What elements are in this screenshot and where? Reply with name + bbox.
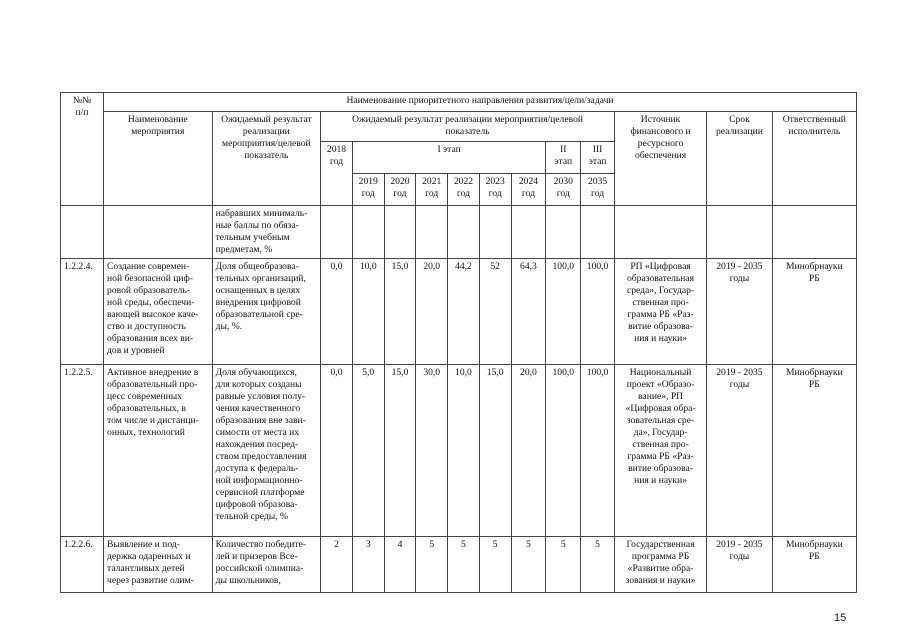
row-indicator: Доля общеобразова- тельных организаций, оснащенных в целях внедрения цифровой образовательной сре- ды, %. [212,259,321,365]
row-value: 52 [479,259,511,365]
row-value: 5 [511,537,546,593]
row-value: 5 [448,537,480,593]
header-year: 2020 год [384,174,416,206]
header-name: Наименование мероприятия [104,112,213,206]
row-indicator: Количество победите- лей и призеров Все- российской олимпиа- ды школьников, [212,537,321,593]
row-value: 20,0 [416,259,448,365]
row-value: 100,0 [581,259,615,365]
program-table [60,92,857,593]
table-row [61,537,857,593]
row-number: 1.2.2.4. [61,259,104,365]
header-expected-impl: Ожидаемый результат реализации мероприятия/целевой показатель [321,112,615,142]
header-year: 2024 год [511,174,546,206]
row-value: 100,0 [546,259,581,365]
header-responsible: Ответственный исполнитель [772,112,856,206]
header-stage-3: III этап [581,142,615,174]
header-year: 2030 год [546,174,581,206]
row-value: 3 [352,537,384,593]
row-responsible: Минобрнауки РБ [772,259,856,365]
row-value: 15,0 [479,365,511,537]
row-value: 44,2 [448,259,480,365]
row-name: Активное внедрение в образовательный про- цесс современных образовательных, в том числе и дистанци- онных, технологий [104,365,213,537]
row-indicator: Доля обучающихся, для которых созданы равные условия полу- чения качественного образования вне зави- симости от места их нахождения посред- ством предоставления доступа к федераль- ной информационно- сервисной платформе цифровой образова- тельной среды, % [212,365,321,537]
row-name: Выявление и под- держка одаренных и талантливых детей через развитие олим- [104,537,213,593]
row-value: 5 [479,537,511,593]
header-year: 2021 год [416,174,448,206]
page-number: 15 [834,612,847,624]
row-value: 0,0 [321,365,353,537]
row-value: 20,0 [511,365,546,537]
header-year: 2035 год [581,174,615,206]
row-value: 10,0 [448,365,480,537]
header-year: 2022 год [448,174,480,206]
row-value: 5 [546,537,581,593]
row-value: 100,0 [546,365,581,537]
table-row [61,365,857,537]
continuation-text: набравших минималь- ные баллы по обяза- тельным учебным предметам, % [212,206,321,259]
row-number: 1.2.2.5. [61,365,104,537]
header-term: Срок реализации [707,112,773,206]
row-value: 100,0 [581,365,615,537]
row-value: 4 [384,537,416,593]
header-2018: 2018 год [321,142,353,206]
row-number: 1.2.2.6. [61,537,104,593]
row-term: 2019 - 2035 годы [707,537,773,593]
row-value: 5,0 [352,365,384,537]
row-value: 5 [416,537,448,593]
header-num: №№ п/п [61,93,104,206]
header-row-1 [61,93,857,112]
header-year: 2019 год [352,174,384,206]
row-value: 5 [581,537,615,593]
row-responsible: Минобрнауки РБ [772,537,856,593]
row-source: Государственная программа РБ «Развитие обра- зования и науки» [614,537,706,593]
row-term: 2019 - 2035 годы [707,259,773,365]
header-stage-1: I этап [352,142,545,174]
header-expected: Ожидаемый результат реализации мероприятия/целевой показатель [212,112,321,206]
header-row-2 [61,112,857,142]
row-name: Создание современ- ной безопасной циф- ровой образователь- ной среды, обеспечи- вающей высокое каче- ство и доступность образования всех ви- дов и уровней [104,259,213,365]
header-source: Источник финансового и ресурсного обеспечения [614,112,706,206]
header-stage-2: II этап [546,142,581,174]
row-value: 2 [321,537,353,593]
table-row [61,206,857,259]
header-direction: Наименование приоритетного направления развития/цели/задачи [104,93,857,112]
header-year: 2023 год [479,174,511,206]
row-term: 2019 - 2035 годы [707,365,773,537]
table-row [61,259,857,365]
row-value: 0,0 [321,259,353,365]
row-value: 15,0 [384,365,416,537]
row-source: РП «Цифровая образовательная среда», Государ- ственная про- грамма РБ «Раз- витие образова- ния и науки» [614,259,706,365]
row-value: 64,3 [511,259,546,365]
row-source: Национальный проект «Образо- вание», РП «Цифровая обра- зовательная сре- да», Государ- ственная про- грамма РБ «Раз- витие образова- ния и науки» [614,365,706,537]
row-responsible: Минобрнауки РБ [772,365,856,537]
row-value: 30,0 [416,365,448,537]
row-value: 10,0 [352,259,384,365]
row-value: 15,0 [384,259,416,365]
